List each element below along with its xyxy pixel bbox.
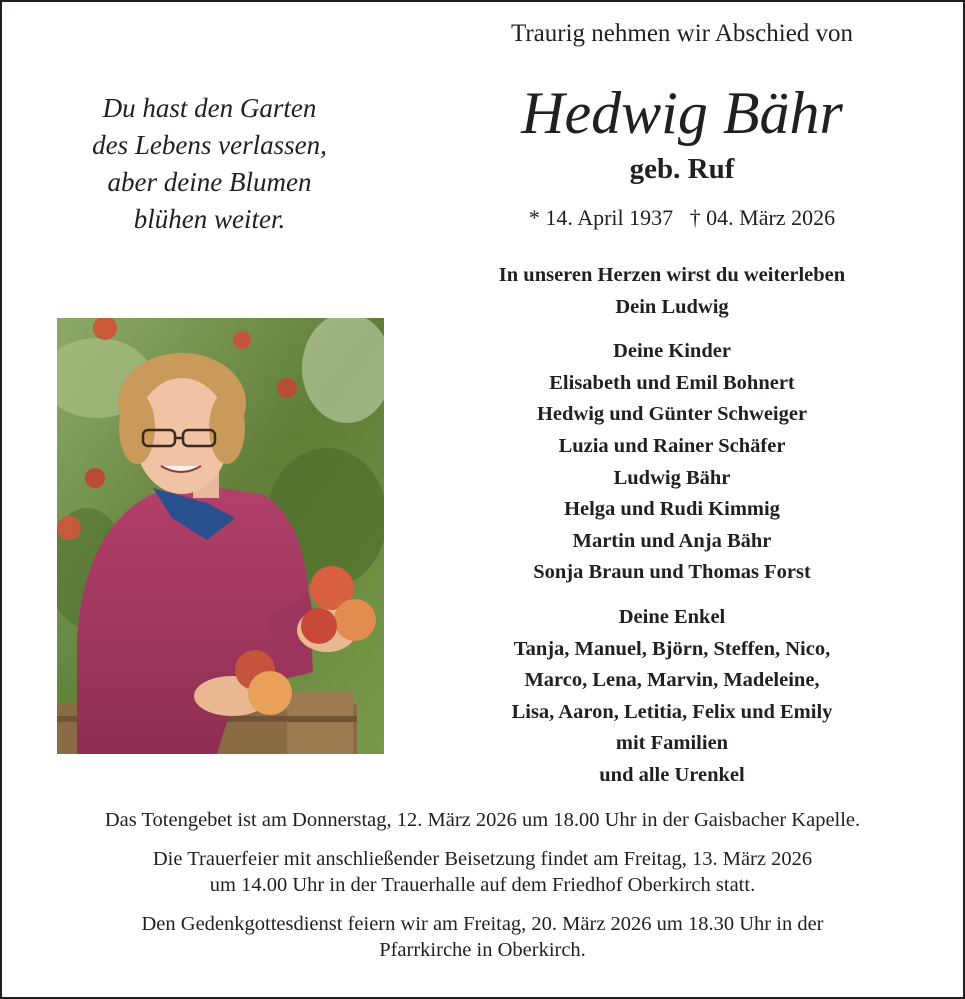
mourner-line: Helga und Rudi Kimmig xyxy=(564,498,780,521)
prayer-line: Das Totengebet ist am Donnerstag, 12. März 2026 um 18.00 Uhr in der Gaisbacher Kapelle. xyxy=(104,809,861,831)
mourner-line: Tanja, Manuel, Björn, Steffen, Nico, xyxy=(513,637,831,660)
children-group xyxy=(422,336,922,589)
quote-line: aber deine Blumen xyxy=(107,167,312,197)
spouse-group xyxy=(422,260,922,323)
maiden-name: geb. Ruf xyxy=(629,153,735,185)
mourner-line: Hedwig und Günter Schweiger xyxy=(536,403,808,426)
memorial-mass-note xyxy=(14,911,951,963)
death-date: † 04. März 2026 xyxy=(689,205,836,230)
mourner-line: und alle Urenkel xyxy=(599,763,745,786)
mourners-list xyxy=(422,260,922,792)
mass-line: Den Gedenkgottesdienst feiern wir am Freitag, 20. März 2026 um 18.30 Uhr in der xyxy=(141,913,824,935)
mourner-line: Deine Kinder xyxy=(613,340,731,363)
deceased-name: Hedwig Bähr xyxy=(521,80,843,146)
mourner-line: Luzia und Rainer Schäfer xyxy=(558,434,786,457)
life-dates xyxy=(442,205,922,231)
mourner-line: Elisabeth und Emil Bohnert xyxy=(549,371,795,394)
intro-text: Traurig nehmen wir Abschied von xyxy=(510,20,854,47)
mourner-line: Dein Ludwig xyxy=(615,295,729,318)
quote-line: blühen weiter. xyxy=(133,204,286,234)
mourner-line: In unseren Herzen wirst du weiterleben xyxy=(498,264,846,286)
funeral-note xyxy=(14,846,951,898)
mourner-line: Lisa, Aaron, Letitia, Felix und Emily xyxy=(511,700,833,723)
quote-line: Du hast den Garten xyxy=(102,93,317,123)
prayer-note xyxy=(14,807,951,833)
memorial-quote xyxy=(42,90,377,238)
mourner-line: Ludwig Bähr xyxy=(613,466,731,489)
quote-line: des Lebens verlassen, xyxy=(92,130,327,160)
mourner-line: Martin und Anja Bähr xyxy=(572,529,772,552)
mourner-line: Deine Enkel xyxy=(618,605,726,628)
mourner-line: Sonja Braun und Thomas Forst xyxy=(533,561,811,584)
grandchildren-group xyxy=(422,602,922,792)
mourner-line: mit Familien xyxy=(615,732,729,755)
service-notes xyxy=(14,807,951,976)
birth-date: * 14. April 1937 xyxy=(528,205,674,230)
funeral-line: Die Trauerfeier mit anschließender Beisetzung findet am Freitag, 13. März 2026 xyxy=(152,848,813,870)
mass-line: Pfarrkirche in Oberkirch. xyxy=(379,939,586,961)
funeral-line: um 14.00 Uhr in der Trauerhalle auf dem Friedhof Oberkirch statt. xyxy=(209,874,756,896)
mourner-line: Marco, Lena, Marvin, Madeleine, xyxy=(524,669,820,692)
portrait-photo xyxy=(57,318,384,754)
